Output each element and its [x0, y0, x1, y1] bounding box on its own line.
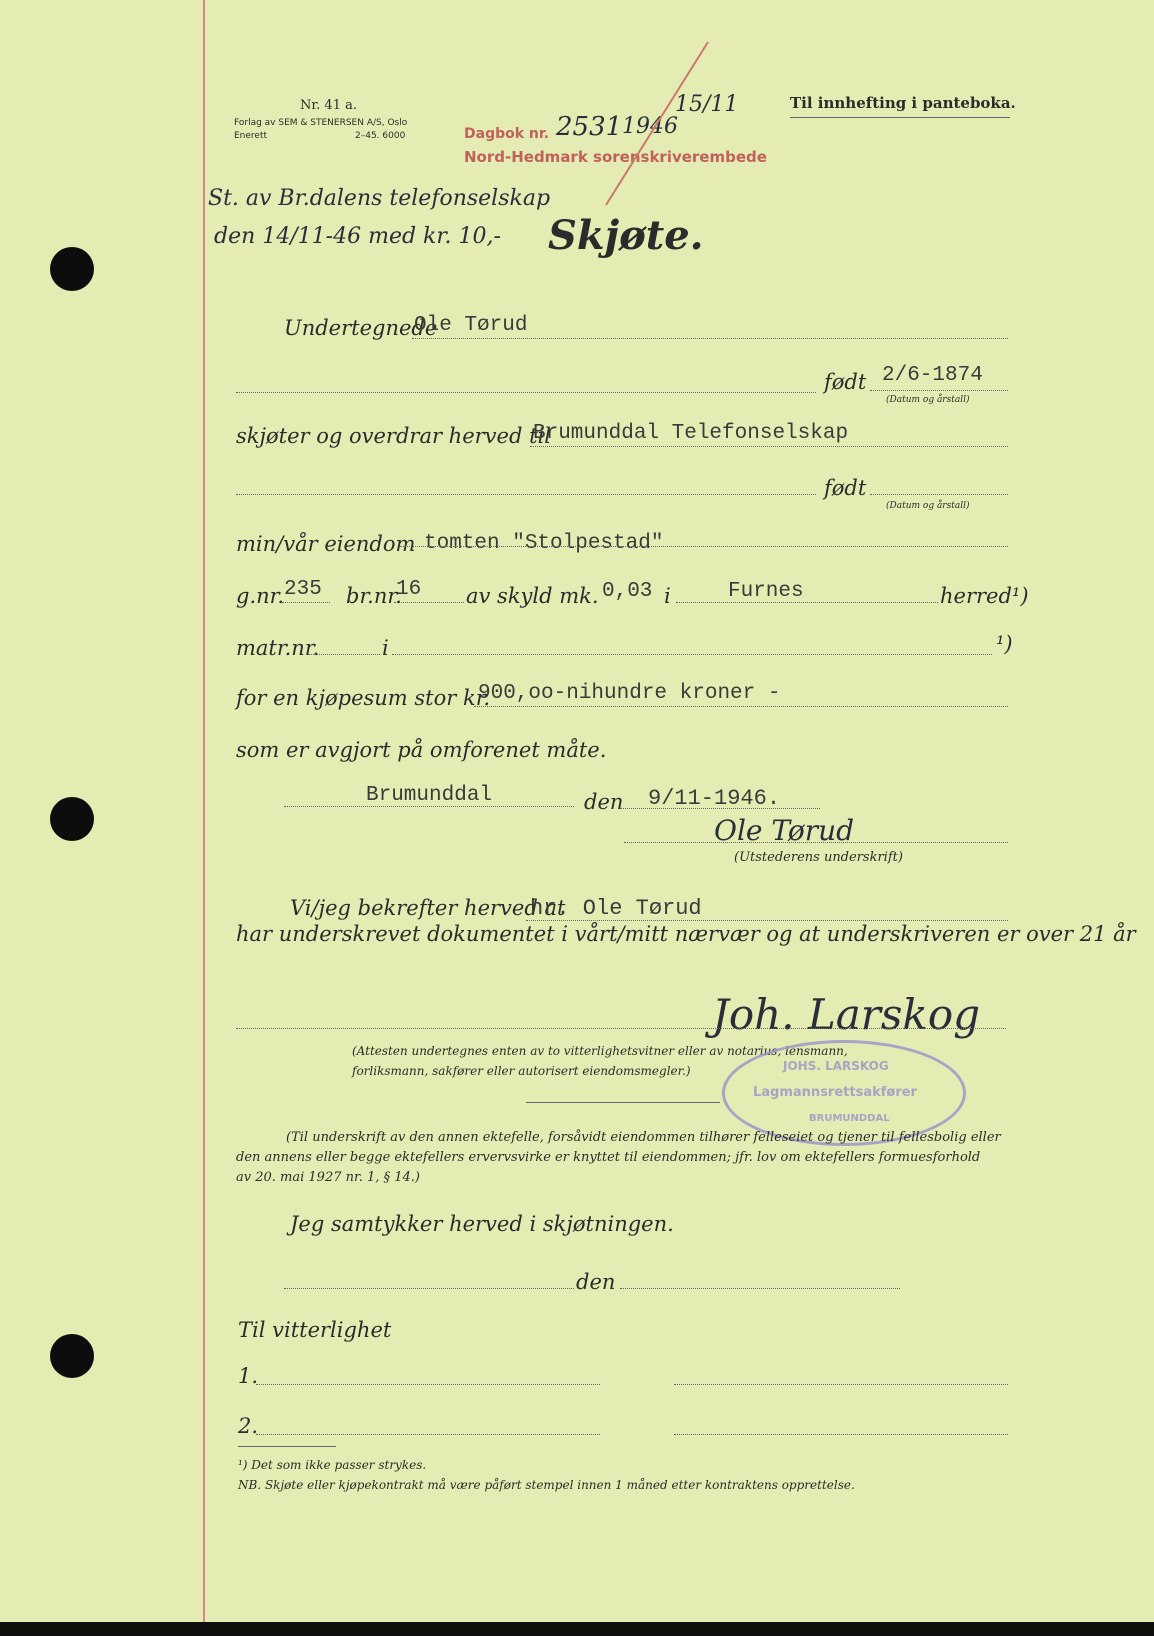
dagbok-date: 15/11 — [675, 92, 739, 117]
office-stamp: Nord-Hedmark sorenskriverembede — [464, 148, 767, 166]
witness-signature-line — [236, 1028, 1006, 1029]
witness-item-2: 2. — [238, 1414, 259, 1438]
diagonal-pen-stroke — [598, 40, 718, 210]
witness-2-line-left — [256, 1434, 600, 1435]
witness-1-line-right — [674, 1384, 1008, 1385]
born-value-line — [870, 390, 1008, 391]
margin-rule — [203, 0, 205, 1625]
witness-item-1: 1. — [238, 1364, 259, 1388]
bnr-value: 16 — [396, 578, 422, 601]
price-line — [474, 706, 1008, 707]
gnr-value: 235 — [284, 578, 322, 601]
attestation-extra-line — [526, 1102, 720, 1103]
matr-place-line — [392, 654, 992, 655]
attestation-line1-value: hr. Ole Tørud — [530, 896, 702, 921]
born2-hint: (Datum og årstall) — [886, 501, 970, 511]
gnr-label: g.nr. — [236, 584, 285, 608]
transfer-label: skjøter og overdrar herved til — [236, 424, 551, 448]
spouse-note-line1: (Til underskrift av den annen ektefelle, forsåvidt eiendommen tilhører felleseiet og tjener til fellesbolig eller — [286, 1130, 1001, 1145]
skyld-value: 0,03 — [602, 580, 653, 603]
settled-text: som er avgjort på omforenet måte. — [236, 738, 607, 762]
transfer-value: Brumunddal Telefonselskap — [533, 422, 849, 445]
dagbok-year: 1946 — [622, 114, 678, 139]
publisher-enerett: Enerett — [234, 131, 268, 141]
margin-note-line1: St. av Br.dalens telefonselskap — [208, 186, 551, 211]
spouse-note-line2: den annens eller begge ektefellers ervervsvirke er knyttet til eiendommen; jfr. lov om ektefellers formuesforhold — [236, 1150, 981, 1165]
lawyer-stamp-place: BRUMUNDDAL — [809, 1113, 890, 1124]
transfer-line — [530, 446, 1008, 447]
gnr-line — [282, 602, 330, 603]
binder-hole-bottom — [50, 1334, 94, 1378]
publisher-line: Forlag av SEM & STENERSEN A/S, Oslo — [234, 118, 408, 128]
spouse-place-line — [284, 1288, 574, 1289]
price-label: for en kjøpesum stor kr. — [236, 686, 491, 710]
attestation-note-line1: (Attesten undertegnes enten av to vitterlighetsvitner eller av notarius, lensmann, — [352, 1044, 848, 1058]
witnesses-heading: Til vitterlighet — [238, 1318, 392, 1342]
born2-label: født — [824, 476, 867, 500]
spouse-note-line3: av 20. mai 1927 nr. 1, § 14.) — [236, 1170, 420, 1185]
dagbok-label: Dagbok nr. — [464, 126, 550, 142]
attestation-line1-label: Vi/jeg bekrefter herved at — [290, 896, 566, 920]
date-value: 9/11-1946. — [648, 786, 781, 811]
price-value: 900,oo-nihundre kroner - — [478, 682, 781, 705]
undersigned-label: Undertegnede — [284, 316, 438, 340]
issuer-caption: (Utstederens underskrift) — [734, 850, 903, 865]
witness-signature: Joh. Larskog — [712, 990, 981, 1039]
attestation-line2: har underskrevet dokumentet i vårt/mitt nærvær og at underskriveren er over 21 år — [236, 922, 1136, 946]
scan-edge — [0, 1622, 1154, 1636]
page-title: Skjøte. — [548, 212, 704, 259]
bnr-line — [394, 602, 464, 603]
matr-line — [308, 654, 380, 655]
matr-note: ¹) — [996, 632, 1013, 656]
date-line — [620, 808, 820, 809]
issuer-signature-line — [624, 842, 1008, 843]
binder-hole-top — [50, 247, 94, 291]
form-number: Nr. 41 a. — [300, 98, 357, 113]
binder-hole-middle — [50, 797, 94, 841]
binding-note-underline — [790, 117, 1010, 118]
attestation-note-line2: forliksmann, sakfører eller autorisert eiendomsmegler.) — [352, 1064, 691, 1078]
dagbok-number: 2531 — [556, 112, 623, 142]
matr-label: matr.nr. — [236, 636, 320, 660]
witness-1-line-left — [256, 1384, 600, 1385]
born-value: 2/6-1874 — [882, 364, 983, 387]
skyld-label: av skyld mk. — [466, 584, 599, 608]
place-line — [284, 806, 574, 807]
binding-note: Til innhefting i panteboka. — [790, 94, 1016, 112]
attestation-line1-line — [526, 920, 1008, 921]
property-value: tomten "Stolpestad" — [424, 532, 664, 555]
herred-label: herred¹) — [940, 584, 1029, 608]
lawyer-stamp-title: Lagmannsrettsakfører — [753, 1085, 917, 1100]
place-value: Brumunddal — [366, 784, 493, 807]
bnr-label: br.nr. — [346, 584, 402, 608]
undersigned-value: Ole Tørud — [414, 314, 528, 337]
property-label: min/vår eiendom — [236, 532, 416, 556]
herred-value: Furnes — [728, 580, 804, 603]
born-blank-line — [236, 392, 816, 393]
born2-value-line — [870, 494, 1008, 495]
property-line — [400, 546, 1008, 547]
born2-blank-line — [236, 494, 816, 495]
footnote-nb: NB. Skjøte eller kjøpekontrakt må være påført stempel innen 1 måned etter kontraktens opprettelse. — [238, 1478, 855, 1492]
born-label: født — [824, 370, 867, 394]
spouse-consent: Jeg samtykker herved i skjøtningen. — [290, 1212, 674, 1236]
footnote-rule — [238, 1446, 336, 1447]
herred-line — [676, 602, 938, 603]
matr-i: i — [382, 636, 389, 660]
margin-note-line2: den 14/11-46 med kr. 10,- — [214, 224, 501, 249]
lawyer-stamp-name: JOHS. LARSKOG — [783, 1059, 889, 1073]
date-label: den — [584, 790, 624, 814]
spouse-date-label: den — [576, 1270, 616, 1294]
undersigned-line — [412, 338, 1008, 339]
footnote-1: ¹) Det som ikke passer strykes. — [238, 1458, 427, 1472]
skyld-i: i — [664, 584, 671, 608]
witness-2-line-right — [674, 1434, 1008, 1435]
issuer-signature: Ole Tørud — [714, 814, 855, 847]
born-hint: (Datum og årstall) — [886, 395, 970, 405]
spouse-date-line — [620, 1288, 900, 1289]
publisher-code: 2–45. 6000 — [355, 131, 406, 141]
